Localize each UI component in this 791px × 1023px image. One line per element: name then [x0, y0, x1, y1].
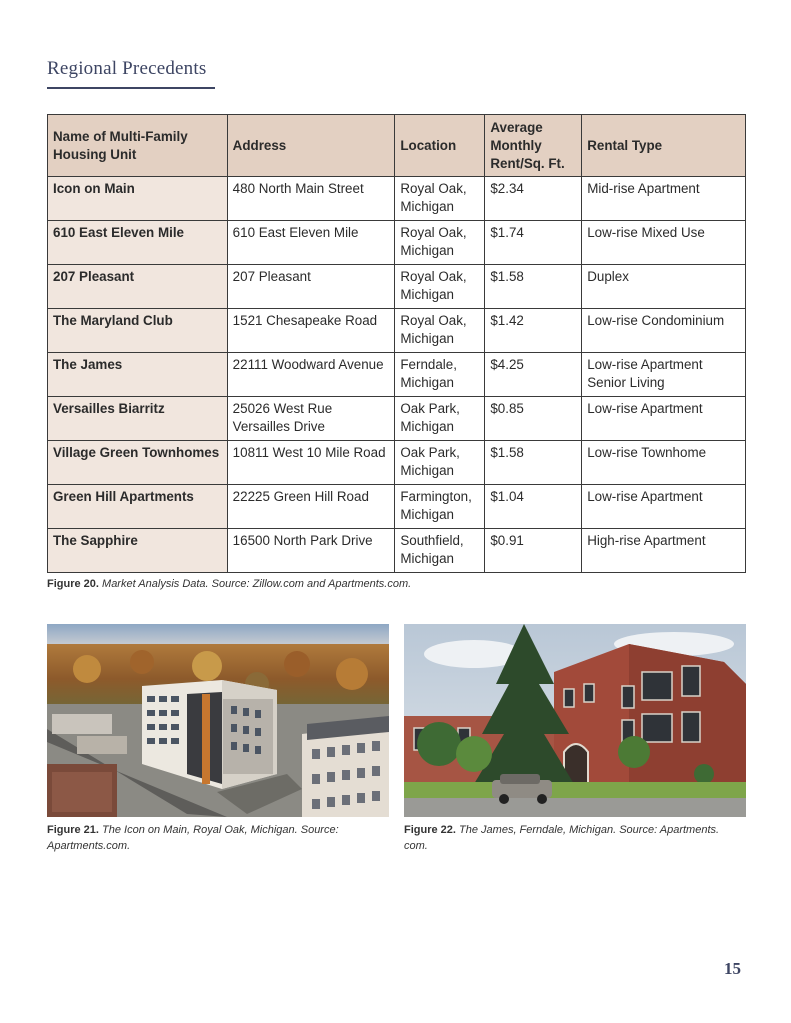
- cell-rent: $1.42: [485, 309, 582, 353]
- cell-name: Village Green Townhomes: [48, 441, 228, 485]
- cell-location: Oak Park, Michigan: [395, 397, 485, 441]
- cell-location: Royal Oak, Michigan: [395, 221, 485, 265]
- figure-22-text: The James, Ferndale, Michigan. Source: Apartments. com.: [404, 824, 720, 852]
- cell-location: Farmington, Michigan: [395, 485, 485, 529]
- column-header: Name of Multi-Family Housing Unit: [48, 115, 228, 177]
- cell-rental-type: Mid-rise Apartment: [582, 177, 746, 221]
- cell-rent: $0.91: [485, 529, 582, 573]
- cell-rent: $1.58: [485, 441, 582, 485]
- cell-rent: $2.34: [485, 177, 582, 221]
- the-james-photo: [404, 624, 746, 817]
- cell-location: Royal Oak, Michigan: [395, 265, 485, 309]
- figure-21-text: The Icon on Main, Royal Oak, Michigan. Source: Apartments.com.: [47, 824, 339, 852]
- cell-address: 22225 Green Hill Road: [227, 485, 395, 529]
- table-row: [48, 485, 746, 529]
- market-analysis-table: [47, 114, 746, 573]
- cell-rent: $1.04: [485, 485, 582, 529]
- table-row: [48, 441, 746, 485]
- table-header-row: [48, 115, 746, 177]
- cell-rental-type: Low-rise Townhome: [582, 441, 746, 485]
- cell-rental-type: Low-rise Apartment: [582, 397, 746, 441]
- cell-rental-type: Low-rise Condominium: [582, 309, 746, 353]
- cell-name: The Sapphire: [48, 529, 228, 573]
- cell-rent: $4.25: [485, 353, 582, 397]
- figure-22-label: Figure 22.: [404, 824, 456, 836]
- table-row: [48, 397, 746, 441]
- figure-20-text: Market Analysis Data. Source: Zillow.com and Apartments.com.: [102, 578, 412, 590]
- cell-rental-type: Duplex: [582, 265, 746, 309]
- figure-22-caption: [404, 822, 744, 854]
- cell-name: 610 East Eleven Mile: [48, 221, 228, 265]
- table-row: [48, 265, 746, 309]
- cell-name: Green Hill Apartments: [48, 485, 228, 529]
- cell-rent: $0.85: [485, 397, 582, 441]
- cell-rental-type: Low-rise Mixed Use: [582, 221, 746, 265]
- cell-rental-type: High-rise Apartment: [582, 529, 746, 573]
- figure-21-caption: [47, 822, 377, 854]
- table-row: [48, 529, 746, 573]
- cell-address: 25026 West Rue Versailles Drive: [227, 397, 395, 441]
- table-row: [48, 309, 746, 353]
- figure-20-label: Figure 20.: [47, 578, 99, 590]
- cell-address: 480 North Main Street: [227, 177, 395, 221]
- page-number: 15: [724, 959, 741, 978]
- cell-name: Icon on Main: [48, 177, 228, 221]
- cell-rental-type: Low-rise Apartment: [582, 485, 746, 529]
- cell-rental-type: Low-rise Apartment Senior Living: [582, 353, 746, 397]
- cell-address: 10811 West 10 Mile Road: [227, 441, 395, 485]
- cell-address: 22111 Woodward Avenue: [227, 353, 395, 397]
- column-header: Address: [227, 115, 395, 177]
- table-row: [48, 177, 746, 221]
- cell-location: Ferndale, Michigan: [395, 353, 485, 397]
- cell-location: Southfield, Michigan: [395, 529, 485, 573]
- cell-address: 1521 Chesapeake Road: [227, 309, 395, 353]
- table-row: [48, 353, 746, 397]
- cell-address: 16500 North Park Drive: [227, 529, 395, 573]
- cell-address: 610 East Eleven Mile: [227, 221, 395, 265]
- column-header: Location: [395, 115, 485, 177]
- figure-21-label: Figure 21.: [47, 824, 99, 836]
- table-row: [48, 221, 746, 265]
- column-header: Average Monthly Rent/Sq. Ft.: [485, 115, 582, 177]
- figure-20-caption: [47, 576, 747, 592]
- cell-name: 207 Pleasant: [48, 265, 228, 309]
- cell-rent: $1.58: [485, 265, 582, 309]
- cell-name: Versailles Biarritz: [48, 397, 228, 441]
- heading-underline: [47, 87, 215, 89]
- cell-location: Oak Park, Michigan: [395, 441, 485, 485]
- icon-on-main-photo: [47, 624, 389, 817]
- page-heading: Regional Precedents: [47, 58, 207, 79]
- cell-name: The James: [48, 353, 228, 397]
- cell-location: Royal Oak, Michigan: [395, 177, 485, 221]
- cell-location: Royal Oak, Michigan: [395, 309, 485, 353]
- column-header: Rental Type: [582, 115, 746, 177]
- cell-name: The Maryland Club: [48, 309, 228, 353]
- cell-rent: $1.74: [485, 221, 582, 265]
- cell-address: 207 Pleasant: [227, 265, 395, 309]
